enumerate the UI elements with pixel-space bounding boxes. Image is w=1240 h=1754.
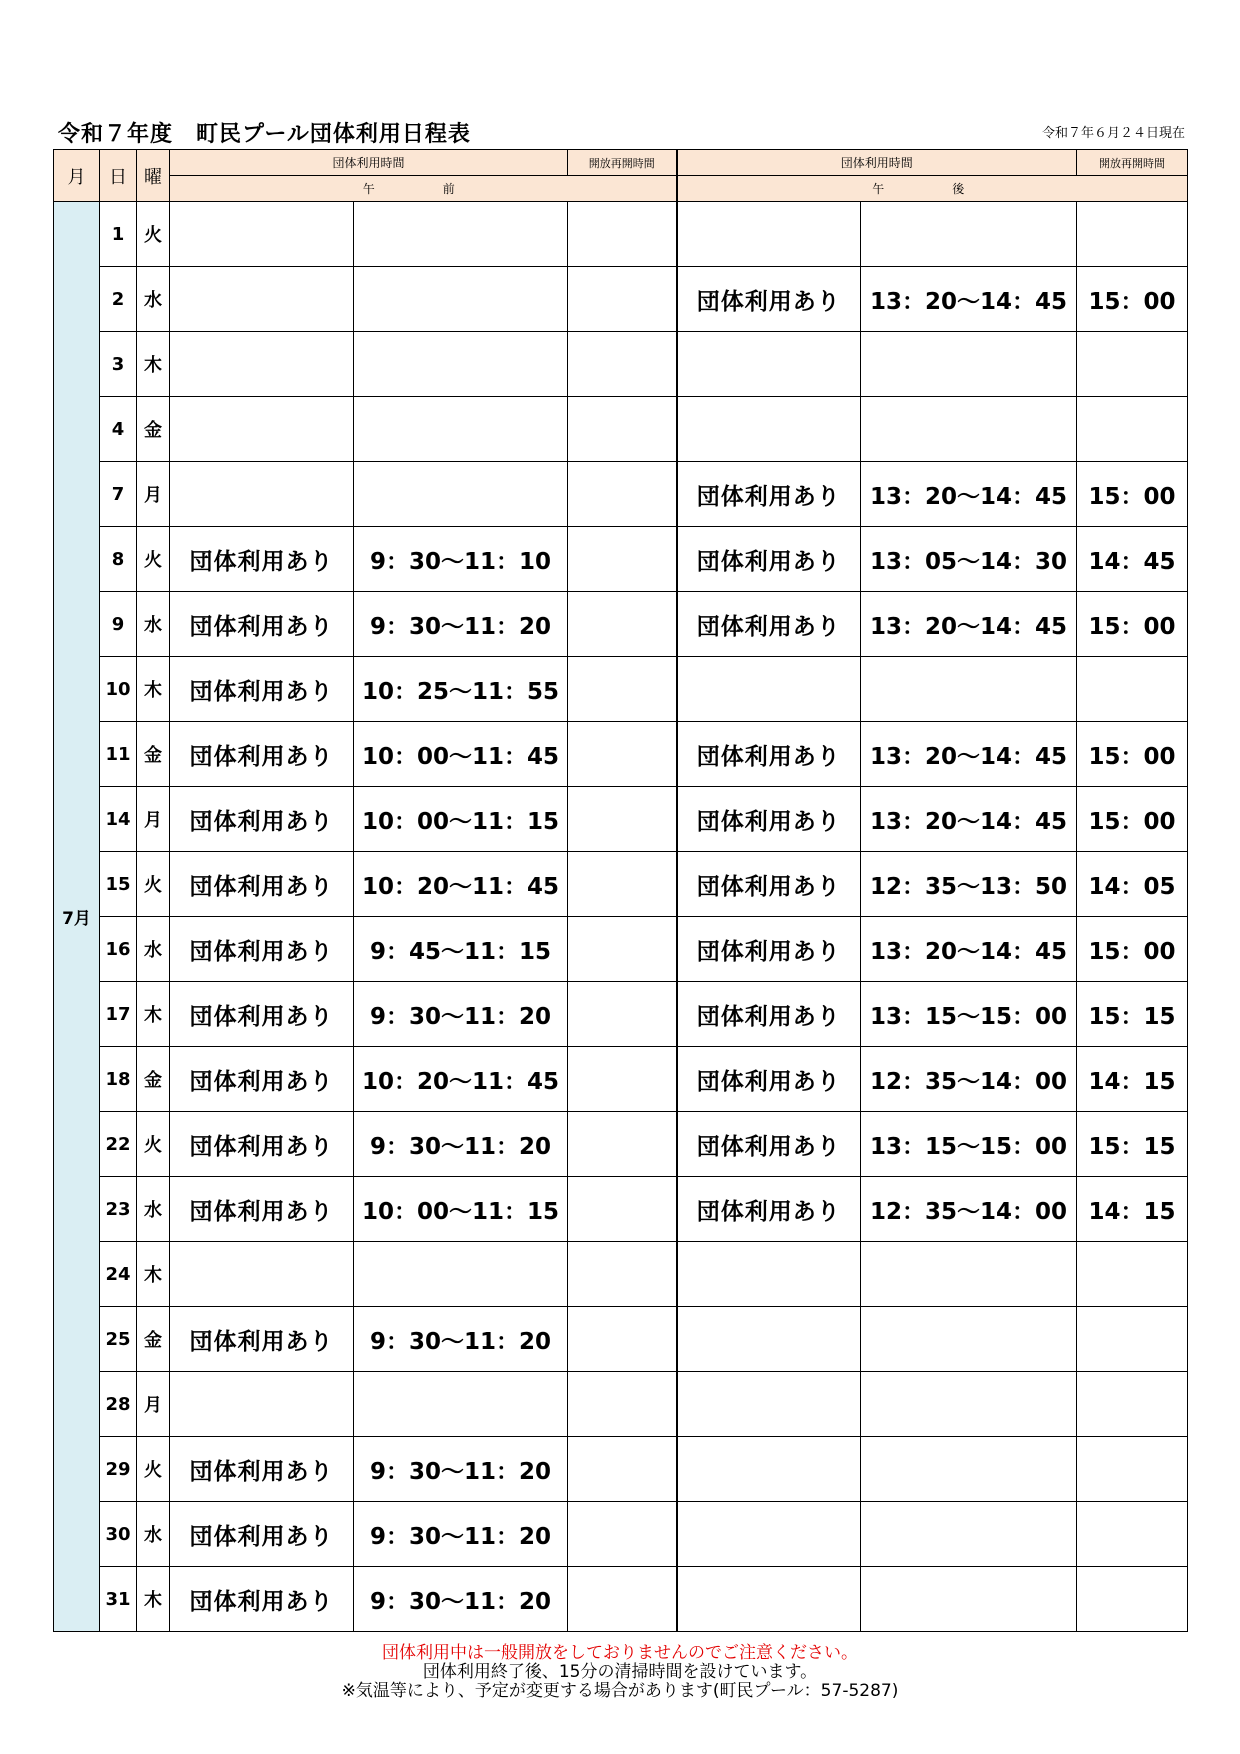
day-cell: 14 <box>100 787 137 852</box>
am-reopen-cell <box>568 787 677 852</box>
table-row <box>54 1047 1188 1112</box>
pm-reopen-cell <box>1077 1307 1188 1372</box>
am-time-cell: 9：30〜11：20 <box>354 982 568 1047</box>
pm-time-cell <box>861 397 1077 462</box>
day-cell: 2 <box>100 267 137 332</box>
day-cell: 17 <box>100 982 137 1047</box>
pm-group-cell <box>677 332 861 397</box>
pm-group-cell <box>677 397 861 462</box>
pm-group-cell <box>677 1307 861 1372</box>
pm-time-cell: 12：35〜14：00 <box>861 1177 1077 1242</box>
am-group-cell: 団体利用あり <box>170 1502 354 1567</box>
weekday-cell: 月 <box>137 787 170 852</box>
am-group-cell: 団体利用あり <box>170 1112 354 1177</box>
weekday-cell: 金 <box>137 397 170 462</box>
day-cell: 29 <box>100 1437 137 1502</box>
am-time-cell <box>354 332 568 397</box>
table-row <box>54 527 1188 592</box>
header-month: 月 <box>54 150 100 202</box>
am-time-cell: 10：00〜11：15 <box>354 1177 568 1242</box>
pm-group-cell: 団体利用あり <box>677 462 861 527</box>
table-row <box>54 267 1188 332</box>
schedule-table <box>53 149 1188 1632</box>
am-time-cell: 9：30〜11：20 <box>354 592 568 657</box>
am-reopen-cell <box>568 917 677 982</box>
am-reopen-cell <box>568 397 677 462</box>
am-time-cell: 9：30〜11：20 <box>354 1307 568 1372</box>
weekday-cell: 水 <box>137 917 170 982</box>
weekday-cell: 火 <box>137 1437 170 1502</box>
am-group-cell <box>170 332 354 397</box>
as-of-date: 令和７年６月２４日現在 <box>1041 126 1185 141</box>
weekday-cell: 木 <box>137 1567 170 1632</box>
table-row <box>54 1502 1188 1567</box>
pm-group-cell: 団体利用あり <box>677 917 861 982</box>
pm-reopen-cell: 15：00 <box>1077 722 1188 787</box>
header-pm-group-time: 団体利用時間 <box>677 150 1077 176</box>
pm-time-cell <box>861 1437 1077 1502</box>
day-cell: 1 <box>100 202 137 267</box>
am-group-cell: 団体利用あり <box>170 1177 354 1242</box>
am-reopen-cell <box>568 982 677 1047</box>
table-row <box>54 1112 1188 1177</box>
am-group-cell: 団体利用あり <box>170 852 354 917</box>
am-group-cell <box>170 267 354 332</box>
am-reopen-cell <box>568 267 677 332</box>
pm-reopen-cell: 15：15 <box>1077 1112 1188 1177</box>
am-reopen-cell <box>568 1177 677 1242</box>
table-row <box>54 462 1188 527</box>
schedule-body <box>54 202 1188 1632</box>
am-reopen-cell <box>568 1242 677 1307</box>
weekday-cell: 金 <box>137 722 170 787</box>
pm-time-cell <box>861 202 1077 267</box>
pm-time-cell <box>861 332 1077 397</box>
pm-time-cell: 12：35〜13：50 <box>861 852 1077 917</box>
am-reopen-cell <box>568 1372 677 1437</box>
am-reopen-cell <box>568 1047 677 1112</box>
weekday-cell: 火 <box>137 527 170 592</box>
day-cell: 11 <box>100 722 137 787</box>
day-cell: 30 <box>100 1502 137 1567</box>
pm-group-cell <box>677 202 861 267</box>
day-cell: 10 <box>100 657 137 722</box>
pm-group-cell <box>677 1437 861 1502</box>
pm-reopen-cell: 15：00 <box>1077 462 1188 527</box>
am-group-cell: 団体利用あり <box>170 722 354 787</box>
cleaning-note: 団体利用終了後、15分の清掃時間を設けています。 <box>422 1662 818 1682</box>
page-title: 令和７年度 町民プール団体利用日程表 <box>58 122 471 147</box>
am-reopen-cell <box>568 1307 677 1372</box>
am-time-cell <box>354 1242 568 1307</box>
table-row <box>54 852 1188 917</box>
table-row <box>54 1567 1188 1632</box>
am-time-cell: 9：30〜11：20 <box>354 1112 568 1177</box>
table-row <box>54 1307 1188 1372</box>
weekday-cell: 月 <box>137 1372 170 1437</box>
header-day: 日 <box>100 150 137 202</box>
am-time-cell <box>354 397 568 462</box>
am-reopen-cell <box>568 462 677 527</box>
am-time-cell: 9：45〜11：15 <box>354 917 568 982</box>
am-reopen-cell <box>568 657 677 722</box>
am-reopen-cell <box>568 332 677 397</box>
am-reopen-cell <box>568 722 677 787</box>
pm-time-cell <box>861 1307 1077 1372</box>
pm-time-cell: 13：20〜14：45 <box>861 787 1077 852</box>
weekday-cell: 木 <box>137 657 170 722</box>
weekday-cell: 火 <box>137 1112 170 1177</box>
pm-time-cell: 13：20〜14：45 <box>861 722 1077 787</box>
pm-reopen-cell <box>1077 657 1188 722</box>
pm-group-cell: 団体利用あり <box>677 722 861 787</box>
table-row <box>54 917 1188 982</box>
day-cell: 28 <box>100 1372 137 1437</box>
table-row <box>54 1437 1188 1502</box>
am-reopen-cell <box>568 592 677 657</box>
am-reopen-cell <box>568 1567 677 1632</box>
pm-time-cell <box>861 1242 1077 1307</box>
pm-reopen-cell: 14：45 <box>1077 527 1188 592</box>
pm-reopen-cell <box>1077 1437 1188 1502</box>
pm-time-cell <box>861 1372 1077 1437</box>
weekday-cell: 火 <box>137 852 170 917</box>
pm-time-cell: 13：20〜14：45 <box>861 267 1077 332</box>
am-group-cell: 団体利用あり <box>170 657 354 722</box>
pm-time-cell: 12：35〜14：00 <box>861 1047 1077 1112</box>
day-cell: 4 <box>100 397 137 462</box>
am-group-cell: 団体利用あり <box>170 1047 354 1112</box>
weekday-cell: 火 <box>137 202 170 267</box>
pm-group-cell: 団体利用あり <box>677 592 861 657</box>
day-cell: 3 <box>100 332 137 397</box>
header-am-reopen-time: 開放再開時間 <box>568 150 677 176</box>
pm-reopen-cell <box>1077 332 1188 397</box>
pm-reopen-cell <box>1077 1567 1188 1632</box>
day-cell: 18 <box>100 1047 137 1112</box>
day-cell: 25 <box>100 1307 137 1372</box>
day-cell: 22 <box>100 1112 137 1177</box>
day-cell: 23 <box>100 1177 137 1242</box>
pm-time-cell: 13：15〜15：00 <box>861 982 1077 1047</box>
am-time-cell <box>354 267 568 332</box>
am-group-cell: 団体利用あり <box>170 1437 354 1502</box>
table-row <box>54 397 1188 462</box>
month-cell: 7月 <box>54 202 100 1632</box>
day-cell: 9 <box>100 592 137 657</box>
am-time-cell: 10：20〜11：45 <box>354 852 568 917</box>
table-row <box>54 722 1188 787</box>
pm-group-cell: 団体利用あり <box>677 1112 861 1177</box>
pm-time-cell: 13：20〜14：45 <box>861 592 1077 657</box>
pm-time-cell: 13：20〜14：45 <box>861 917 1077 982</box>
table-row <box>54 202 1188 267</box>
pm-reopen-cell: 14：15 <box>1077 1047 1188 1112</box>
am-time-cell: 9：30〜11：10 <box>354 527 568 592</box>
am-time-cell: 9：30〜11：20 <box>354 1437 568 1502</box>
pm-time-cell: 13：05〜14：30 <box>861 527 1077 592</box>
header-morning: 午 前 <box>170 176 677 202</box>
am-reopen-cell <box>568 527 677 592</box>
pm-reopen-cell <box>1077 397 1188 462</box>
pm-group-cell <box>677 1372 861 1437</box>
weekday-cell: 金 <box>137 1047 170 1112</box>
pm-group-cell: 団体利用あり <box>677 1177 861 1242</box>
table-row <box>54 1242 1188 1307</box>
pm-time-cell <box>861 1502 1077 1567</box>
am-group-cell: 団体利用あり <box>170 592 354 657</box>
am-reopen-cell <box>568 1437 677 1502</box>
am-group-cell <box>170 1242 354 1307</box>
am-group-cell <box>170 202 354 267</box>
am-time-cell: 9：30〜11：20 <box>354 1502 568 1567</box>
am-reopen-cell <box>568 852 677 917</box>
pm-reopen-cell <box>1077 1242 1188 1307</box>
table-row <box>54 1372 1188 1437</box>
table-row <box>54 657 1188 722</box>
am-group-cell <box>170 462 354 527</box>
table-row <box>54 592 1188 657</box>
day-cell: 15 <box>100 852 137 917</box>
pm-time-cell <box>861 1567 1077 1632</box>
pm-reopen-cell <box>1077 1502 1188 1567</box>
am-time-cell <box>354 202 568 267</box>
am-time-cell: 9：30〜11：20 <box>354 1567 568 1632</box>
am-time-cell <box>354 1372 568 1437</box>
am-time-cell <box>354 462 568 527</box>
am-reopen-cell <box>568 202 677 267</box>
weekday-cell: 水 <box>137 267 170 332</box>
header-am-group-time: 団体利用時間 <box>170 150 568 176</box>
am-group-cell: 団体利用あり <box>170 527 354 592</box>
weekday-cell: 水 <box>137 1177 170 1242</box>
caution-note: 団体利用中は一般開放をしておりませんのでご注意ください。 <box>382 1643 858 1663</box>
header-pm-reopen-time: 開放再開時間 <box>1077 150 1188 176</box>
pm-time-cell: 13：20〜14：45 <box>861 462 1077 527</box>
pm-group-cell <box>677 657 861 722</box>
pm-group-cell <box>677 1242 861 1307</box>
day-cell: 8 <box>100 527 137 592</box>
table-row <box>54 787 1188 852</box>
pm-reopen-cell <box>1077 202 1188 267</box>
am-time-cell: 10：00〜11：45 <box>354 722 568 787</box>
am-reopen-cell <box>568 1112 677 1177</box>
pm-group-cell: 団体利用あり <box>677 982 861 1047</box>
am-group-cell <box>170 397 354 462</box>
pm-group-cell: 団体利用あり <box>677 527 861 592</box>
am-group-cell: 団体利用あり <box>170 982 354 1047</box>
day-cell: 24 <box>100 1242 137 1307</box>
day-cell: 7 <box>100 462 137 527</box>
am-group-cell: 団体利用あり <box>170 1307 354 1372</box>
table-row <box>54 1177 1188 1242</box>
weekday-cell: 金 <box>137 1307 170 1372</box>
pm-group-cell: 団体利用あり <box>677 787 861 852</box>
am-group-cell <box>170 1372 354 1437</box>
pm-group-cell: 団体利用あり <box>677 267 861 332</box>
pm-group-cell: 団体利用あり <box>677 1047 861 1112</box>
table-row <box>54 332 1188 397</box>
pm-reopen-cell: 15：15 <box>1077 982 1188 1047</box>
header-afternoon: 午 後 <box>677 176 1188 202</box>
pm-reopen-cell: 15：00 <box>1077 917 1188 982</box>
change-note: ※気温等により、予定が変更する場合があります(町民プール：57-5287) <box>341 1681 899 1701</box>
am-reopen-cell <box>568 1502 677 1567</box>
header-weekday: 曜 <box>137 150 170 202</box>
pm-group-cell <box>677 1502 861 1567</box>
am-group-cell: 団体利用あり <box>170 917 354 982</box>
pm-reopen-cell: 14：15 <box>1077 1177 1188 1242</box>
am-time-cell: 10：25〜11：55 <box>354 657 568 722</box>
weekday-cell: 木 <box>137 982 170 1047</box>
pm-reopen-cell: 14：05 <box>1077 852 1188 917</box>
notes <box>0 1644 1240 1701</box>
pm-reopen-cell <box>1077 1372 1188 1437</box>
pm-group-cell <box>677 1567 861 1632</box>
pm-group-cell: 団体利用あり <box>677 852 861 917</box>
am-time-cell: 10：20〜11：45 <box>354 1047 568 1112</box>
weekday-cell: 木 <box>137 332 170 397</box>
pm-time-cell <box>861 657 1077 722</box>
table-row <box>54 982 1188 1047</box>
day-cell: 16 <box>100 917 137 982</box>
day-cell: 31 <box>100 1567 137 1632</box>
am-group-cell: 団体利用あり <box>170 1567 354 1632</box>
am-group-cell: 団体利用あり <box>170 787 354 852</box>
pm-reopen-cell: 15：00 <box>1077 267 1188 332</box>
weekday-cell: 月 <box>137 462 170 527</box>
weekday-cell: 水 <box>137 592 170 657</box>
weekday-cell: 水 <box>137 1502 170 1567</box>
pm-reopen-cell: 15：00 <box>1077 787 1188 852</box>
pm-time-cell: 13：15〜15：00 <box>861 1112 1077 1177</box>
am-time-cell: 10：00〜11：15 <box>354 787 568 852</box>
weekday-cell: 木 <box>137 1242 170 1307</box>
pm-reopen-cell: 15：00 <box>1077 592 1188 657</box>
